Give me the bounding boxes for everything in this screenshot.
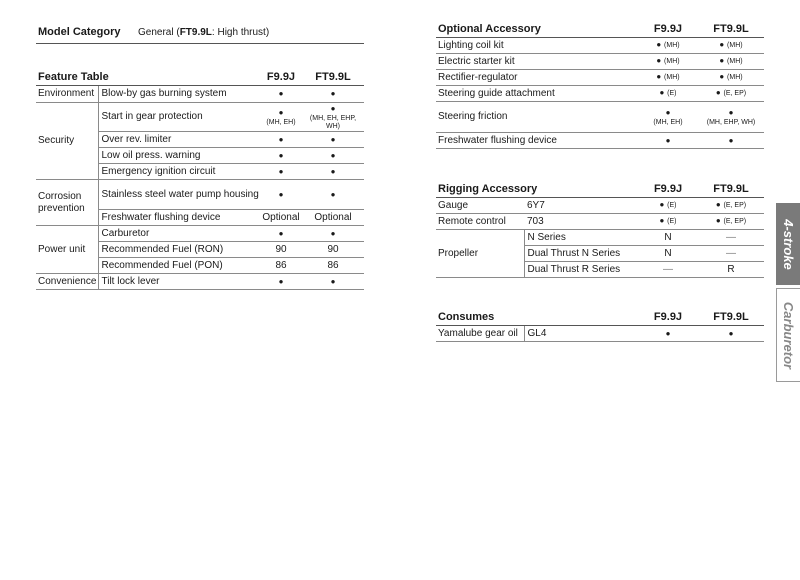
table-row: Dual Thrust R Series — R [436, 262, 764, 278]
table-row: Low oil press. warning ● ● [36, 148, 364, 164]
table-row: Power unit Carburetor ● ● [36, 226, 364, 242]
rigging-accessory-table: Rigging Accessory F9.9J FT9.9L Gauge 6Y7 ● (E) ● (E, EP) Remote control 703 ● (E) ● (E, EP) Propeller N Series N — Dual Thrust N Series N — Dual Thrust R Series — R [436, 182, 764, 278]
table-row: Rectifier-regulator ● (MH) ● (MH) [436, 70, 764, 86]
table-row: Over rev. limiter ● ● [36, 132, 364, 148]
model-category-value: General (FT9.9L: High thrust) [138, 27, 270, 38]
tab-carburetor[interactable]: Carburetor [776, 288, 800, 382]
table-row: Freshwater flushing device ● ● [436, 133, 764, 149]
table-row: Gauge 6Y7 ● (E) ● (E, EP) [436, 198, 764, 214]
table-row: Environment Blow-by gas burning system ● ● [36, 86, 364, 103]
table-row: Propeller N Series N — [436, 230, 764, 246]
optional-accessory-table: Optional Accessory F9.9J FT9.9L Lighting coil kit ● (MH) ● (MH) Electric starter kit ● (MH) ● (MH) Rectifier-regulator ● (MH) ● (MH) Steering guide attachment ● (E) ● (E, EP) Steering friction ● (MH, EH) ● (MH, EHP, WH) Freshwater flushing device ● ● [436, 22, 764, 149]
table-row: Security Start in gear protection ● (MH, EH) ● (MH, EH, EHP, WH) [36, 103, 364, 132]
table-row: Electric starter kit ● (MH) ● (MH) [436, 54, 764, 70]
model-category [36, 22, 364, 44]
table-row: Remote control 703 ● (E) ● (E, EP) [436, 214, 764, 230]
table-row: Yamalube gear oil GL4 ● ● [436, 326, 764, 342]
feature-table [36, 70, 364, 290]
consumes-table: Consumes F9.9J FT9.9L Yamalube gear oil GL4 ● ● [436, 310, 764, 342]
table-row: Dual Thrust N Series N — [436, 246, 764, 262]
table-row: Steering guide attachment ● (E) ● (E, EP) [436, 86, 764, 102]
table-row: Recommended Fuel (RON) 90 90 [36, 242, 364, 258]
table-row: Recommended Fuel (PON) 86 86 [36, 258, 364, 274]
col-f99j: F9.9J [260, 70, 302, 86]
consumes-title: Consumes [436, 310, 638, 326]
tab-4-stroke[interactable]: 4-stroke [776, 203, 800, 285]
rigging-accessory-title: Rigging Accessory [436, 182, 638, 198]
table-row: Steering friction ● (MH, EH) ● (MH, EHP, WH) [436, 102, 764, 133]
table-row: Corrosion prevention Stainless steel water pump housing ● ● [36, 180, 364, 210]
table-row: Lighting coil kit ● (MH) ● (MH) [436, 38, 764, 54]
col-ft99l: FT9.9L [302, 70, 364, 86]
table-row: Emergency ignition circuit ● ● [36, 164, 364, 180]
feature-table-title: Feature Table [36, 70, 260, 86]
optional-accessory-title: Optional Accessory [436, 22, 638, 38]
model-category-label: Model Category [38, 26, 121, 38]
table-row: Convenience Tilt lock lever ● ● [36, 274, 364, 290]
table-row: Freshwater flushing device Optional Optional [36, 210, 364, 226]
